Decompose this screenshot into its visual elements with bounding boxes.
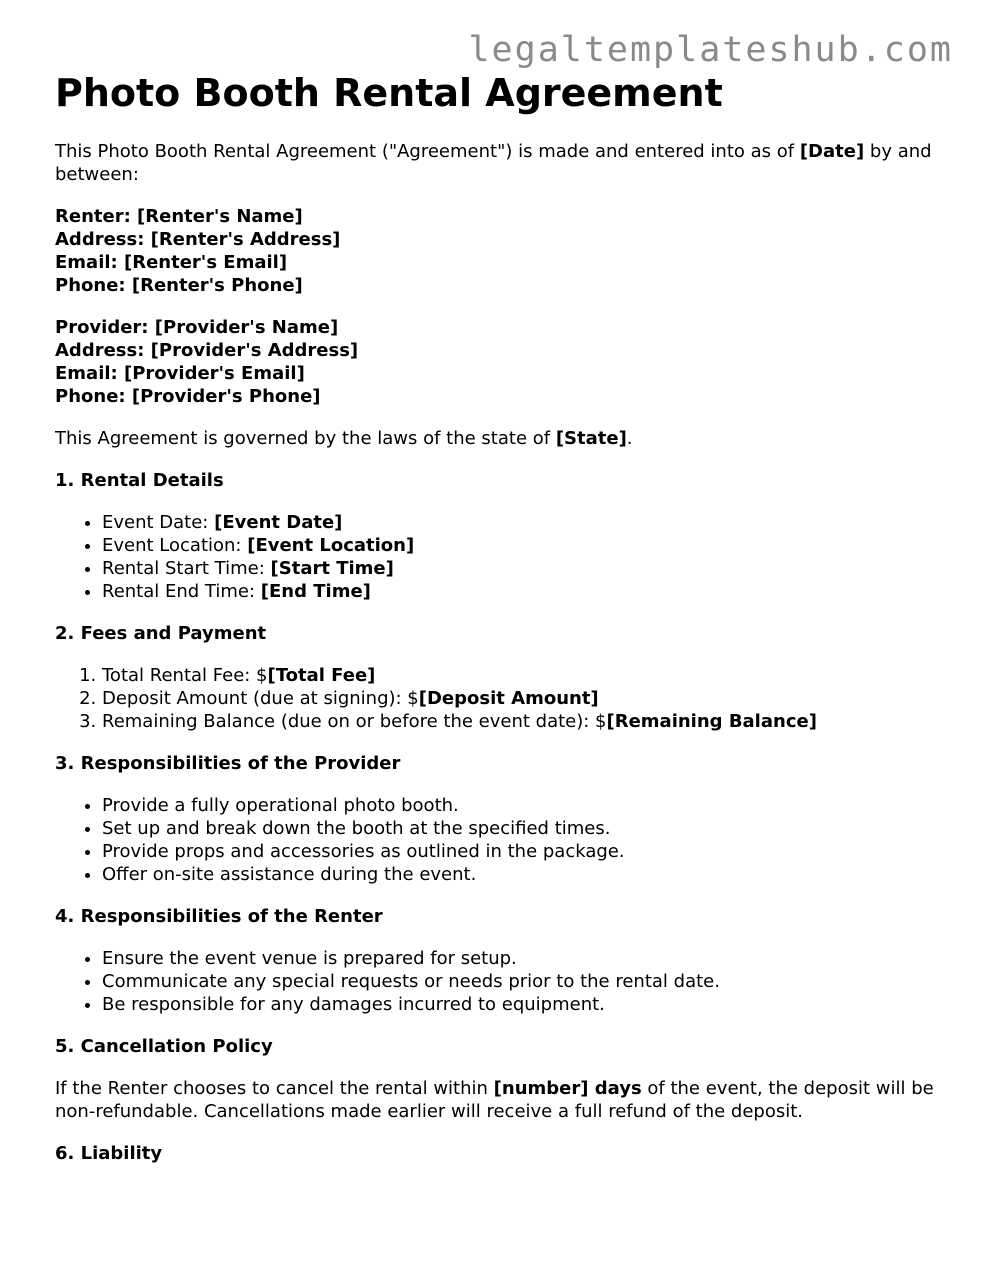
section-heading-fees: 2. Fees and Payment — [55, 623, 267, 644]
list-item: 2. Deposit Amount (due at signing): $[Deposit Amount] — [102, 687, 935, 710]
renter-name: Renter: [Renter's Name] — [55, 206, 303, 227]
section-heading-rental-details: 1. Rental Details — [55, 470, 224, 491]
list-item: • Be responsible for any damages incurred to equipment. — [102, 993, 935, 1016]
list-item: • Event Date: [Event Date] — [102, 511, 935, 534]
section-heading-cancellation: 5. Cancellation Policy — [55, 1036, 273, 1057]
document-title: Photo Booth Rental Agreement — [55, 71, 723, 115]
section-heading-liability: 6. Liability — [55, 1143, 163, 1164]
days-placeholder: [number] days — [493, 1078, 642, 1099]
list-item: • Provide props and accessories as outlined in the package. — [102, 840, 935, 863]
fees-list — [55, 664, 935, 733]
governing-law-paragraph: This Agreement is governed by the laws of the state of [State]. — [55, 428, 633, 449]
document-page — [55, 70, 935, 1184]
section-heading-renter-responsibilities: 4. Responsibilities of the Renter — [55, 906, 383, 927]
list-item: 3. Remaining Balance (due on or before the event date): $[Remaining Balance] — [102, 710, 935, 733]
list-item: • Ensure the event venue is prepared for setup. — [102, 947, 935, 970]
provider-email: Email: [Provider's Email] — [55, 363, 305, 384]
list-item: • Provide a fully operational photo booth. — [102, 794, 935, 817]
provider-address: Address: [Provider's Address] — [55, 340, 359, 361]
renter-email: Email: [Renter's Email] — [55, 252, 288, 273]
list-item: • Rental End Time: [End Time] — [102, 580, 935, 603]
watermark-text: legaltemplateshub.com — [468, 30, 953, 70]
list-item: • Event Location: [Event Location] — [102, 534, 935, 557]
cancellation-paragraph: If the Renter chooses to cancel the rental within [number] days of the event, the deposit will be non-refundable. Cancellations made earlier will receive a full refund of the deposit. — [55, 1078, 934, 1122]
state-placeholder: [State] — [555, 428, 627, 449]
section-heading-provider-responsibilities: 3. Responsibilities of the Provider — [55, 753, 401, 774]
date-placeholder: [Date] — [799, 141, 865, 162]
renter-responsibilities-list — [55, 947, 935, 1016]
list-item: • Set up and break down the booth at the specified times. — [102, 817, 935, 840]
provider-phone: Phone: [Provider's Phone] — [55, 386, 321, 407]
provider-name: Provider: [Provider's Name] — [55, 317, 339, 338]
list-item: • Rental Start Time: [Start Time] — [102, 557, 935, 580]
list-item: • Offer on-site assistance during the event. — [102, 863, 935, 886]
renter-phone: Phone: [Renter's Phone] — [55, 275, 303, 296]
rental-details-list — [55, 511, 935, 603]
renter-block — [55, 205, 935, 297]
list-item: • Communicate any special requests or needs prior to the rental date. — [102, 970, 935, 993]
renter-address: Address: [Renter's Address] — [55, 229, 341, 250]
intro-paragraph: This Photo Booth Rental Agreement ("Agreement") is made and entered into as of [Date] by and between: — [55, 141, 932, 185]
provider-responsibilities-list — [55, 794, 935, 886]
list-item: 1. Total Rental Fee: $[Total Fee] — [102, 664, 935, 687]
provider-block — [55, 316, 935, 408]
